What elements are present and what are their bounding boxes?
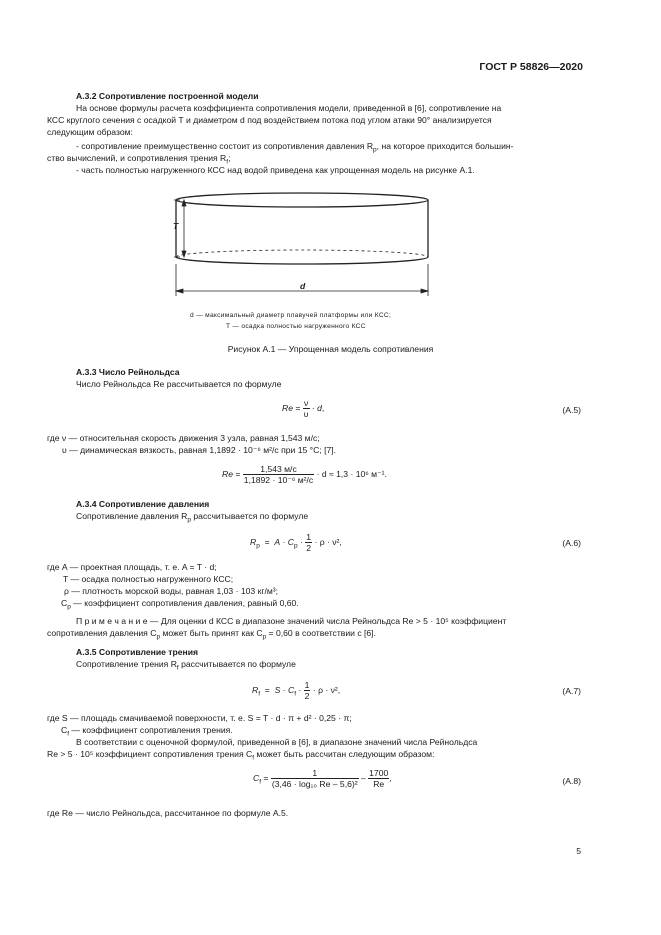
reynolds-calculation: Re = $\frac{1,543 м/с}{\text{1,1892 · 10⁻⁶ м²/с}}$ · d ≈ 1,3 · 10⁶ м⁻¹. — [222, 464, 387, 485]
where-item: $C_f$ — коэффициент сопротивления трения. — [61, 725, 233, 738]
section-intro: Сопротивление давления $R_p$ рассчитывается по формуле — [76, 511, 309, 524]
text-line: В соответствии с оценочной формулой, приведенной в [6], в диапазоне значений числа Рейнольдса — [76, 737, 478, 747]
where-item: ρ — плотность морской воды, равная 1,03 · 103 кг/м³; — [64, 586, 279, 596]
equation-number: (А.7) — [562, 686, 581, 696]
page-number: 5 — [576, 846, 581, 856]
standard-header: ГОСТ Р 58826—2020 — [479, 61, 583, 73]
where-item: $C_p$ — коэффициент сопротивления давления, равный 0,60. — [61, 598, 299, 611]
text-line: КСС круглого сечения с осадкой Т и диаметром d под воздействием потока под углом атаки 90° анализируется — [47, 115, 492, 125]
paragraph — [76, 103, 583, 114]
equation-a8: $C_f$ = $\frac{1}{\text{(3,46 · log₁₀ Re – 5,6)²}}$ – $\frac{1700}{Re}$ , — [253, 768, 392, 789]
where-item: T — осадка полностью нагруженного КСС; — [63, 574, 234, 584]
where-item: где S — площадь смачиваемой поверхности, т. е. S = T · d · π + d² · 0,25 · π; — [47, 713, 352, 723]
section-heading-a335: А.3.5 Сопротивление трения — [76, 647, 199, 657]
figure-label-d: d — [300, 281, 306, 291]
bullet-item: - часть полностью нагруженного КСС над водой приведена как упрощенная модель на рисунке А.1. — [76, 165, 475, 175]
section-heading-a333: А.3.3 Число Рейнольдса — [76, 367, 180, 377]
final-line: где Re — число Рейнольдса, рассчитанное по формуле А.5. — [47, 808, 289, 818]
where-item: где A — проектная площадь, т. е. A = T · d; — [47, 562, 217, 572]
bullet-item: - сопротивление преимущественно состоит из сопротивления давления $R_p$, на которое приходится большин- — [76, 141, 514, 154]
section-heading-a332: А.3.2 Сопротивление построенной модели — [76, 91, 259, 101]
section-intro: Сопротивление трения $R_f$ рассчитывается по формуле — [76, 659, 296, 672]
where-item: где ν — относительная скорость движения 3 узла, равная 1,543 м/с; — [47, 433, 320, 443]
equation-a5: Re = $\frac{\nu}{\upsilon}$ · d, — [282, 398, 325, 419]
figure-legend-t: T — осадка полностью нагруженного КСС — [226, 323, 366, 330]
section-intro: Число Рейнольдса Re рассчитывается по формуле — [76, 379, 282, 389]
figure-label-t: T — [173, 221, 179, 231]
bullet-item-cont: ство вычислений, и сопротивления трения $R_f$; — [47, 153, 231, 166]
equation-number: (А.6) — [562, 538, 581, 548]
note: П р и м е ч а н и е — Для оценки d КСС в диапазоне значений числа Рейнольдса Re > 5 · 10⁵ коэффициент — [76, 616, 507, 626]
text-line: следующим образом: — [47, 127, 133, 137]
equation-number: (А.8) — [562, 776, 581, 786]
text-line: Re > 5 · 10⁵ коэффициент сопротивления трения $C_f$ может быть рассчитан следующим образом: — [47, 749, 435, 762]
text-line: На основе формулы расчета коэффициента сопротивления модели, приведенной в [6], сопротивление на — [76, 103, 502, 113]
equation-a6: $R_p = A \cdot C_p$ · $\frac{1}{2}$ · ρ · ν², — [250, 532, 342, 553]
equation-number: (А.5) — [562, 405, 581, 415]
figure-caption: Рисунок А.1 — Упрощенная модель сопротивления — [227, 344, 434, 354]
note-cont: сопротивления давления $C_p$ может быть принят как $C_p = 0,60$ в соответствии с [6]. — [47, 628, 376, 641]
figure-legend-d: d — максимальный диаметр плавучей платформы или КСС; — [190, 312, 392, 319]
cylinder-figure — [170, 188, 470, 308]
where-item: υ — динамическая вязкость, равная 1,1892 · 10⁻⁶ м²/с при 15 °С; [7]. — [62, 445, 337, 455]
section-heading-a334: А.3.4 Сопротивление давления — [76, 499, 210, 509]
equation-a7: $R_f = S \cdot C_f$ · $\frac{1}{2}$ · ρ · ν², — [252, 680, 341, 701]
